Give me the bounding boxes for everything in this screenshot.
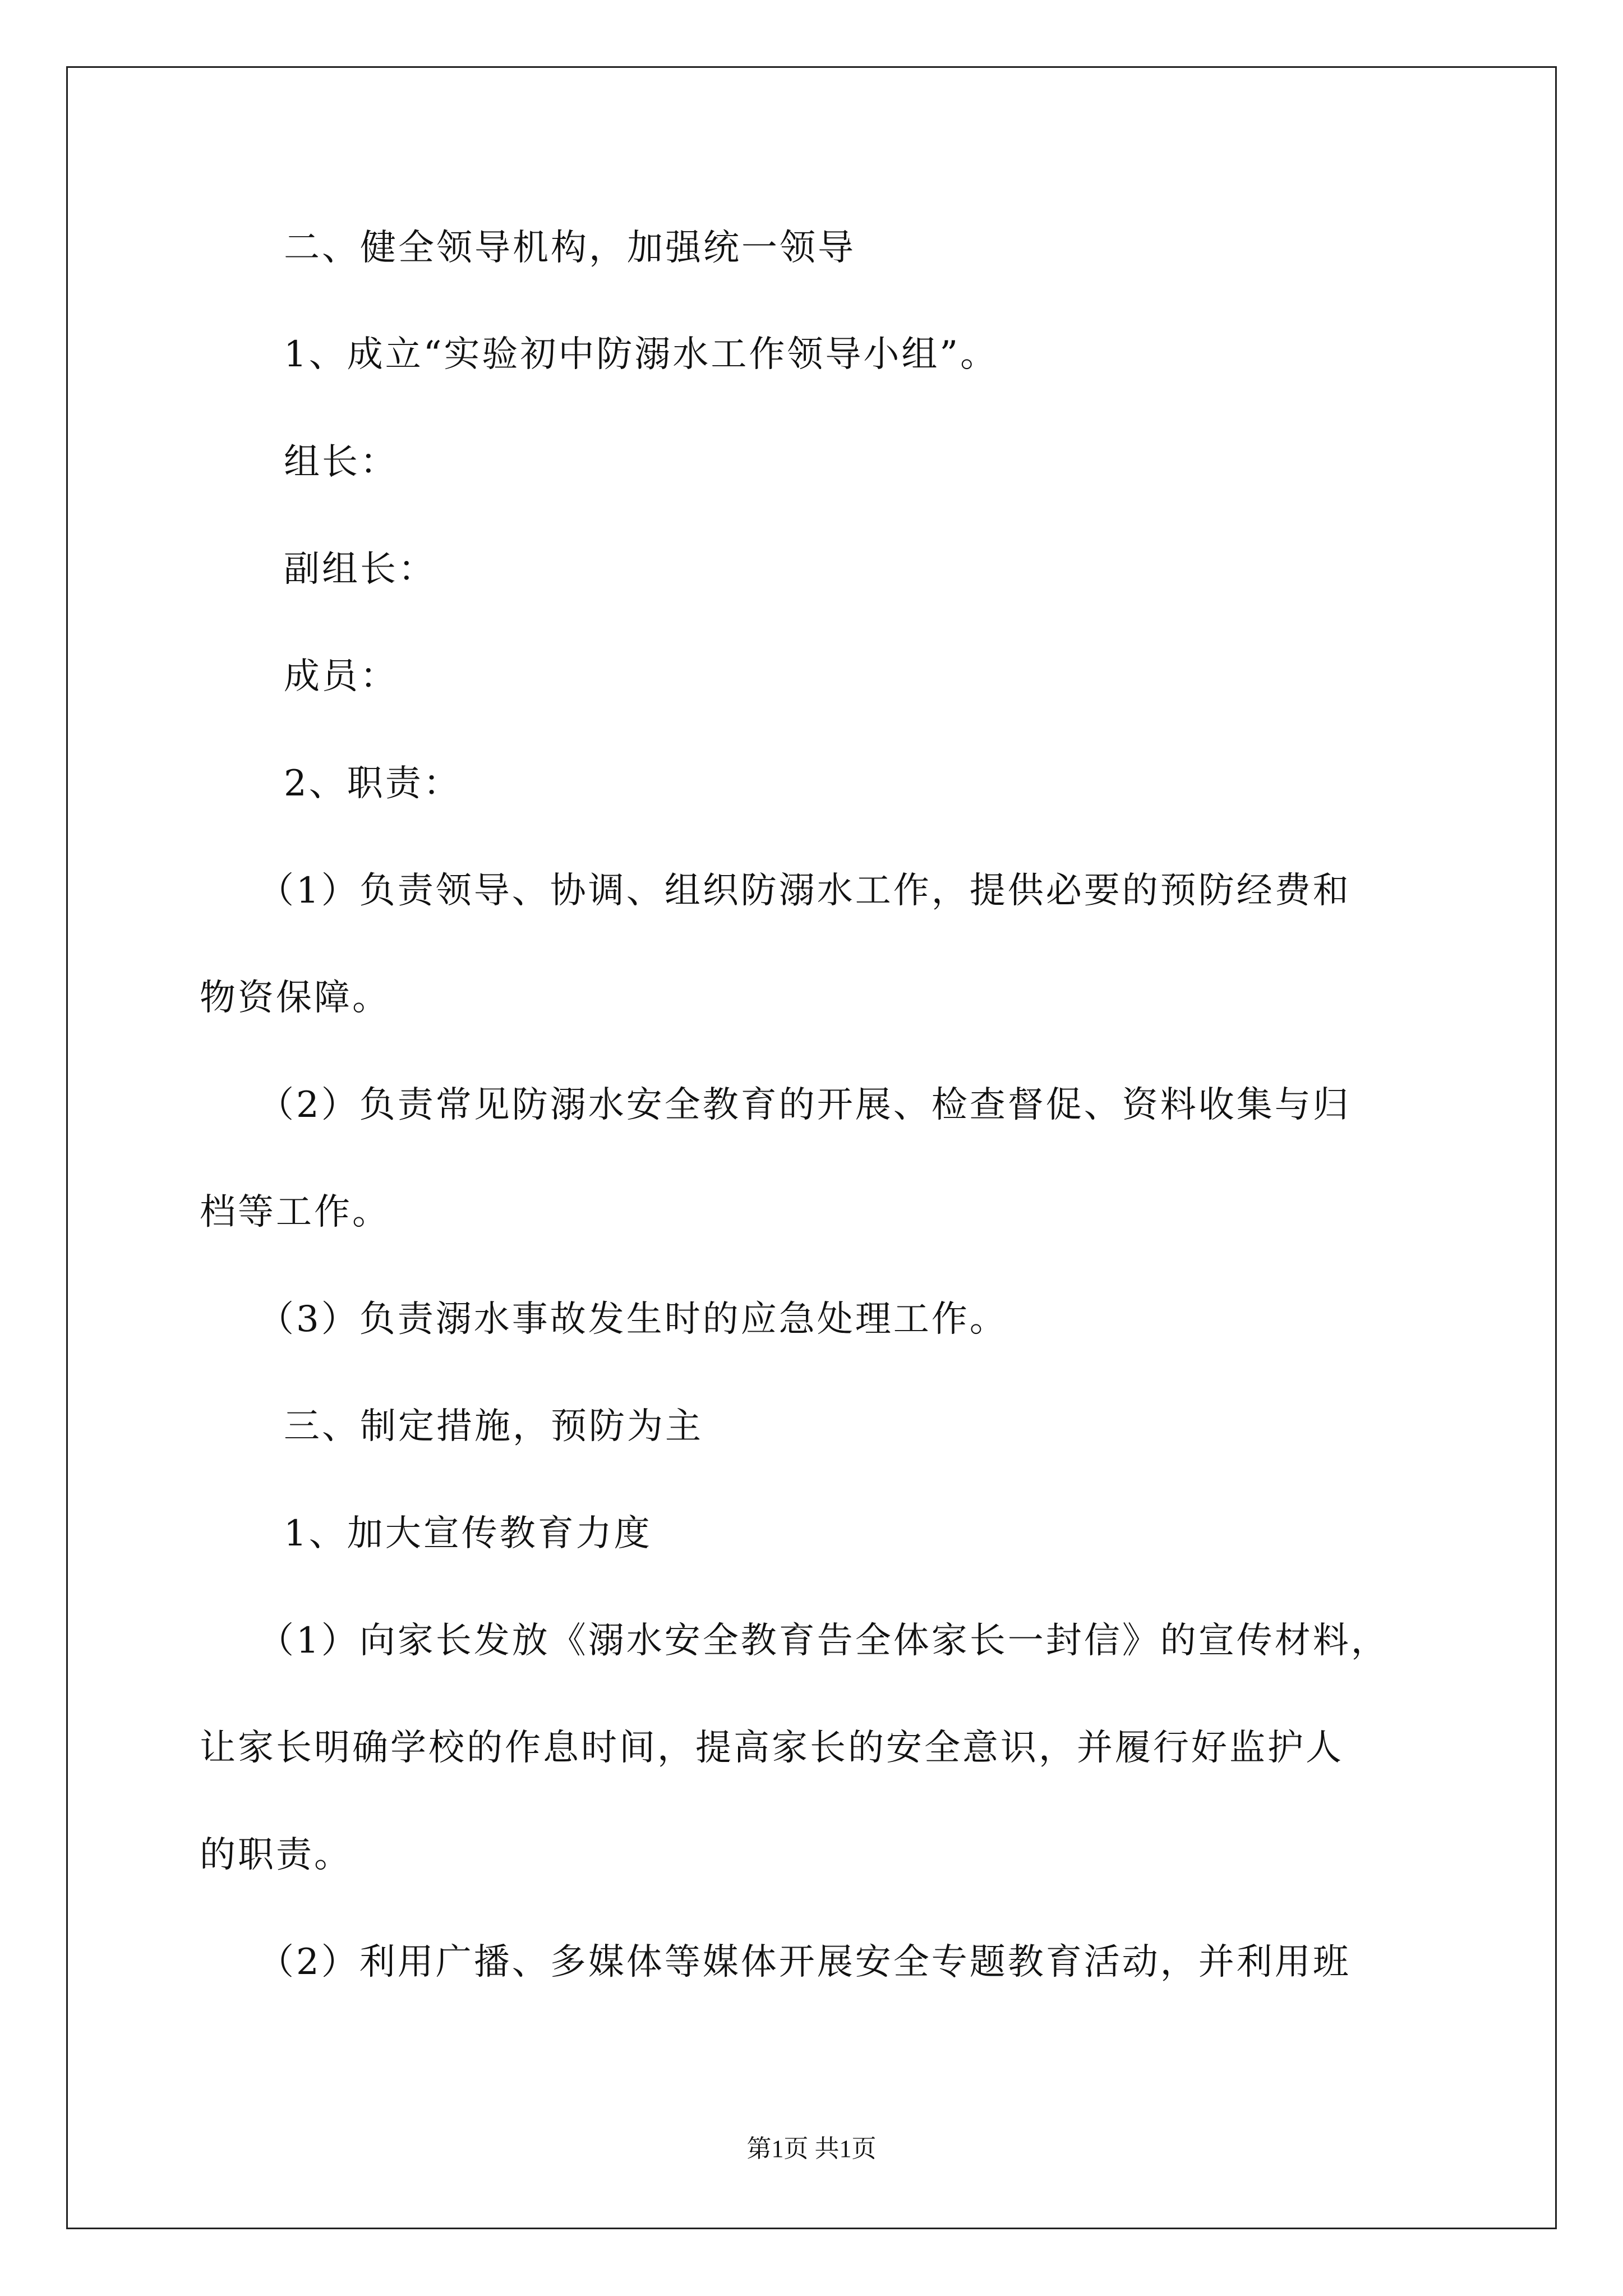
paragraph-continuation: 的职责。 <box>200 1834 352 1876</box>
paragraph: 组长： <box>284 441 398 483</box>
paragraph-continuation: 档等工作。 <box>200 1191 390 1233</box>
paragraph-continuation: 物资保障。 <box>200 977 390 1019</box>
paragraph: （2）利用广播、多媒体等媒体开展安全专题教育活动，并利用班 <box>258 1941 1351 1983</box>
paragraph: （1）负责领导、协调、组织防溺水工作，提供必要的预防经费和 <box>258 870 1351 912</box>
paragraph: （1）向家长发放《溺水安全教育告全体家长一封信》的宣传材料， <box>258 1620 1389 1662</box>
page-border <box>66 66 1557 2229</box>
paragraph: 2、职责： <box>284 763 462 804</box>
paragraph: （2）负责常见防溺水安全教育的开展、检查督促、资料收集与归 <box>258 1084 1351 1126</box>
page-footer: 第1页 共1页 <box>746 2135 877 2162</box>
paragraph: 1、加大宣传教育力度 <box>284 1513 652 1554</box>
paragraph-continuation: 让家长明确学校的作息时间，提高家长的安全意识，并履行好监护人 <box>200 1727 1344 1769</box>
paragraph: 1、成立“实验初中防溺水工作领导小组”。 <box>284 334 999 375</box>
paragraph: 成员： <box>284 656 398 697</box>
paragraph: 副组长： <box>284 549 436 590</box>
section-heading: 二、健全领导机构，加强统一领导 <box>284 227 856 269</box>
paragraph: （3）负责溺水事故发生时的应急处理工作。 <box>258 1299 1008 1340</box>
section-heading: 三、制定措施，预防为主 <box>284 1406 703 1447</box>
